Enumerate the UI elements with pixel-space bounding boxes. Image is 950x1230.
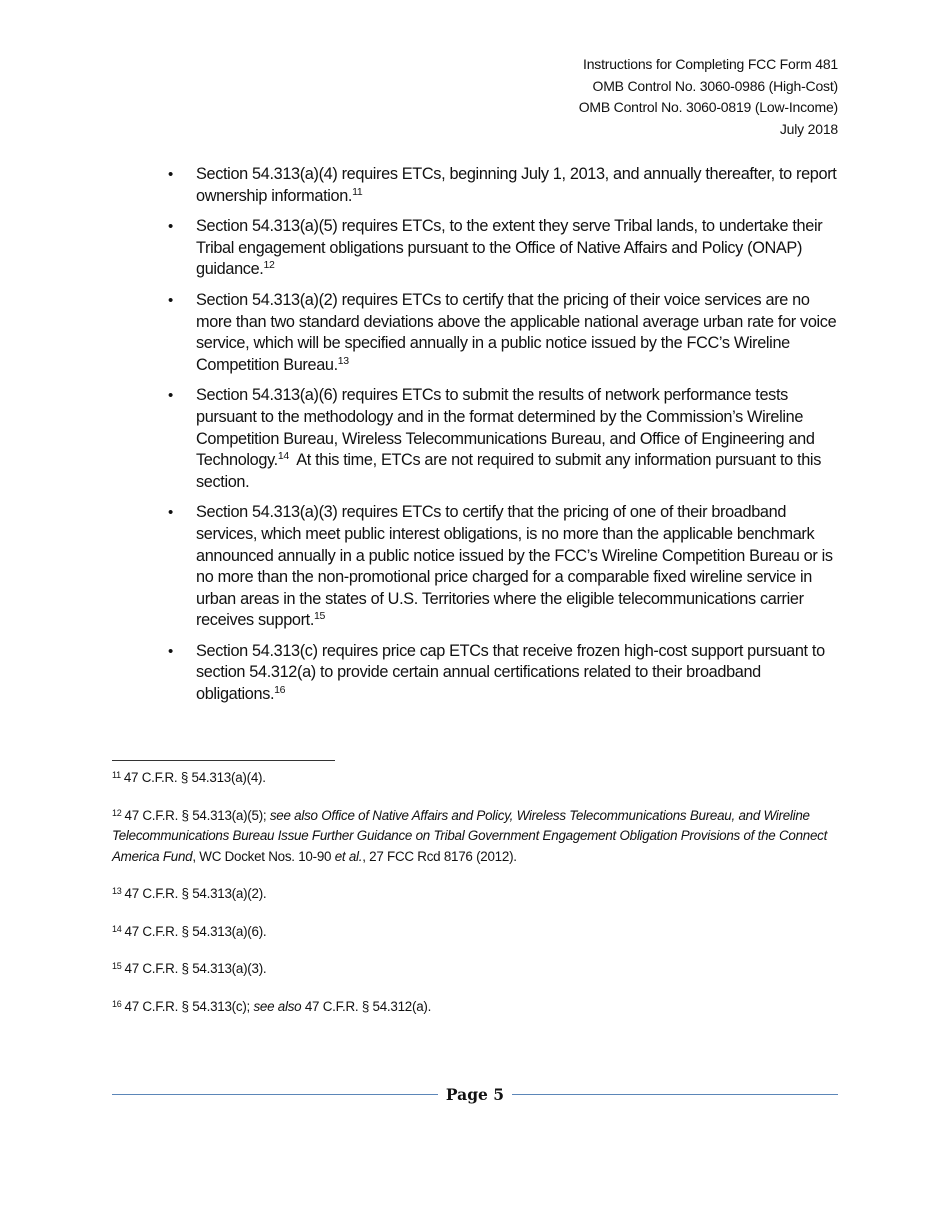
header-omb-high-cost: OMB Control No. 3060-0986 (High-Cost) [592,77,838,94]
footer-rule-right [512,1094,838,1095]
requirements-bullet-list [165,164,845,715]
footnote-reference[interactable]: 15 [314,610,326,623]
footnote-reference[interactable]: 16 [274,684,286,697]
bullet-text: Section 54.313(c) requires price cap ETCs that receive frozen high-cost support pursuant to section 54.312(a) to provide certain annual certifications related to their broadband obligations. [196,641,825,704]
document-header [579,54,838,140]
bullet-icon: • [168,387,173,405]
footnote-number: 14 [112,923,122,934]
footnote-15 [112,959,842,980]
bullet-text: Section 54.313(a)(6) requires ETCs to submit the results of network performance tests pursuant to the methodology and in the format determined by the Commission’s Wireline Competition Bureau, Wireless Telecommunications Bureau, and Office of Engineering and Technology. [196,386,815,470]
page-footer [112,1084,838,1108]
footnote-italic-etal: et al. [334,848,363,864]
bullet-item [165,164,845,207]
footer-rule-left [112,1094,438,1095]
footnote-reference[interactable]: 14 [277,450,289,463]
bullet-text: Section 54.313(a)(5) requires ETCs, to the extent they serve Tribal lands, to undertake their Tribal engagement obligations pursuant to the Office of Native Affairs and Policy (ONAP) guidance. [196,217,823,279]
footnote-number: 12 [112,807,122,818]
footnote-text: , WC Docket Nos. 10-90 [192,848,335,864]
bullet-text: Section 54.313(a)(4) requires ETCs, beginning July 1, 2013, and annually thereafter, to report ownership information. [196,165,837,205]
bullet-text-continued: At this time, ETCs are not required to submit any information pursuant to this section. [196,451,826,491]
footnote-italic-title: see also Office of Native Affairs and Policy, Wireless Telecommunications Bureau, and Wireline Telecommunications Bureau Issue Further Guidance on Tribal Government Engagement Obligation Provisions of the Connect America Fund [112,807,828,864]
footnote-reference[interactable]: 11 [352,185,363,198]
bullet-icon: • [168,642,173,660]
bullet-item [165,641,845,706]
footnote-12 [112,806,842,868]
footnote-separator [112,760,335,761]
bullet-item [165,290,845,376]
page-number: Page 5 [445,1085,505,1104]
bullet-item [165,385,845,493]
footnote-reference[interactable]: 12 [263,259,275,272]
footnote-text: 47 C.F.R. § 54.313(a)(3). [124,961,267,976]
footnote-text: 47 C.F.R. § 54.312(a). [301,998,432,1014]
footnote-11 [112,768,842,789]
header-form-title: Instructions for Completing FCC Form 481 [583,56,838,72]
footnote-text: 47 C.F.R. § 54.313(a)(4). [123,770,266,785]
bullet-item [165,502,845,632]
footnote-reference[interactable]: 13 [337,354,349,367]
footnote-number: 15 [112,961,122,971]
bullet-icon: • [168,166,173,183]
bullet-icon: • [168,504,173,522]
footnote-16 [112,997,842,1018]
footnote-number: 16 [112,998,122,1009]
header-date: July 2018 [779,120,838,137]
bullet-text: Section 54.313(a)(3) requires ETCs to certify that the pricing of one of their broadband services, which meet public interest obligations, is no more than the applicable benchmark announced annually in a public notice issued by the FCC’s Wireline Competition Bureau or is no more than the non-promotional price charged for a comparable fixed wireline service in urban areas in the states of U.S. Territories where the eligible telecommunications carrier receives support. [196,503,833,630]
footnotes-section [112,768,842,1034]
bullet-text: Section 54.313(a)(2) requires ETCs to certify that the pricing of their voice services are no more than two standard deviations above the applicable national average urban rate for voice service, which will be specified annually in a public notice issued by the FCC’s Wireline Competition Bureau. [196,290,837,374]
header-omb-low-income: OMB Control No. 3060-0819 (Low-Income) [578,99,838,115]
footnote-text: 47 C.F.R. § 54.313(a)(2). [124,886,267,901]
footnote-13 [112,884,842,905]
footnote-text: , 27 FCC Rcd 8176 (2012). [362,848,517,864]
footnote-text: 47 C.F.R. § 54.313(c); [124,998,254,1014]
bullet-icon: • [168,218,173,236]
footnote-number: 11 [112,770,121,780]
footnote-italic-see-also: see also [253,998,302,1014]
footnote-text: 47 C.F.R. § 54.313(a)(5); [124,807,270,823]
bullet-icon: • [168,291,173,309]
footnote-text: 47 C.F.R. § 54.313(a)(6). [124,923,267,939]
footnote-number: 13 [112,886,122,896]
footnote-14 [112,922,842,943]
bullet-item [165,216,845,281]
